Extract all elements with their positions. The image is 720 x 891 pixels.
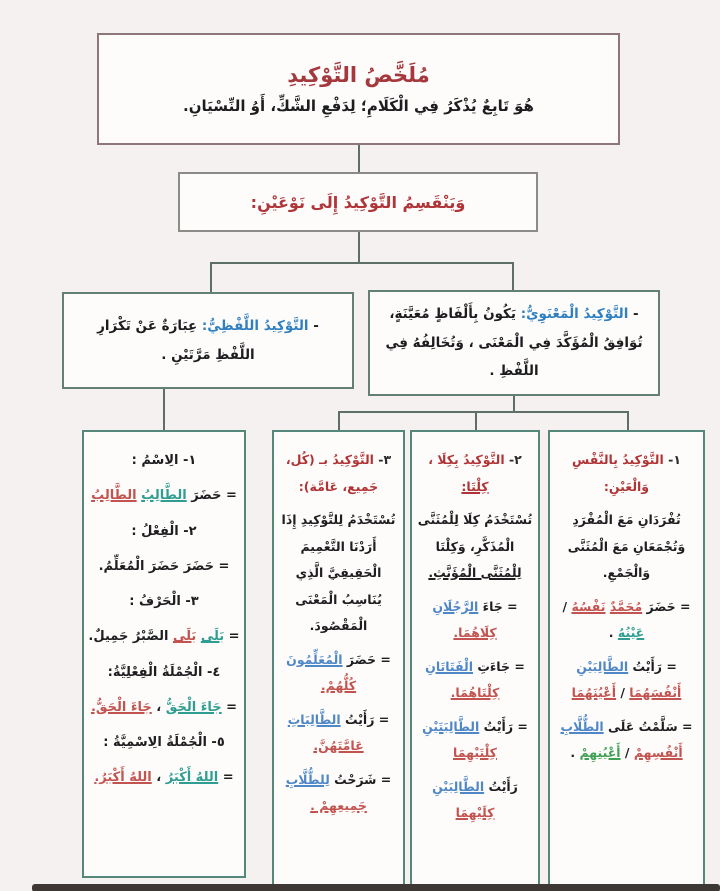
bottom-scan-shadow bbox=[32, 884, 720, 891]
text-segment: عَامَّتَهُنَّ. bbox=[313, 738, 364, 753]
text-segment: = bbox=[221, 699, 238, 715]
text-segment: يَكُونُ بِأَلْفَاظٍ مُعَيَّنَةٍ، تُوَافِقُ الْمُؤَكَّدَ فِي الْمَعْنَى ، وَتُخَالِفُهُ فِي اللَّفْظِ . bbox=[380, 306, 643, 380]
text-segment: بَلَى bbox=[200, 629, 225, 645]
text-segment: . bbox=[608, 625, 618, 640]
text-block bbox=[554, 654, 699, 707]
text-segment: مُحَمَّدٌ bbox=[609, 598, 643, 614]
text-block bbox=[416, 714, 534, 767]
text-segment: عَيْنُهُ bbox=[617, 625, 645, 640]
text-block bbox=[278, 447, 399, 500]
text-segment: - bbox=[628, 306, 639, 323]
text-segment: ، bbox=[151, 770, 166, 786]
text-block bbox=[554, 594, 699, 647]
text-segment: الرَّجُلَانِ bbox=[432, 598, 479, 614]
text-segment: رَأَيْتُ bbox=[484, 778, 518, 794]
text-segment: جَمِيعِهِمْ . bbox=[310, 798, 367, 813]
text-block bbox=[416, 594, 534, 647]
division-box bbox=[178, 172, 538, 232]
text-block bbox=[278, 707, 399, 760]
text-block bbox=[88, 728, 240, 757]
text-segment: أَنْفُسِهِمْ bbox=[633, 745, 683, 760]
text-block bbox=[88, 552, 240, 581]
lafzi-type-text bbox=[78, 312, 338, 369]
text-block bbox=[88, 446, 240, 475]
text-segment: ٣- bbox=[373, 452, 392, 467]
text-segment: كِلْتَاهُمَا. bbox=[450, 685, 500, 700]
text-block bbox=[88, 517, 240, 546]
connector-maanawi-stem-line bbox=[513, 396, 515, 411]
connector-to-nafs-column-line bbox=[627, 411, 629, 430]
text-block bbox=[413, 507, 534, 587]
text-block bbox=[278, 647, 399, 700]
text-segment: الطَّالِبَيْنِ bbox=[576, 658, 629, 674]
text-segment: التَّوْكِيدُ بـ (كُل، جَمِيع، عَامَّة): bbox=[281, 452, 379, 494]
text-segment: الطَّالِبَاتِ bbox=[287, 711, 341, 727]
maanawi-type-box bbox=[368, 290, 660, 396]
text-block bbox=[554, 714, 699, 767]
text-segment: كُلُّهُمْ. bbox=[320, 678, 357, 693]
text-segment: الطَّالِبَيْنِ bbox=[432, 778, 485, 794]
text-segment: لِلطُّلَّابِ bbox=[285, 771, 330, 787]
text-block bbox=[416, 447, 534, 500]
text-segment: = bbox=[224, 629, 240, 645]
text-segment: الطَّالِبُ bbox=[141, 488, 187, 504]
text-segment: الْفَتَاتَانِ bbox=[425, 658, 473, 674]
text-segment: ١- الِاسْمُ : bbox=[131, 453, 197, 468]
text-segment: عِبَارَةٌ عَنْ تَكْرَارِ اللَّفْظِ مَرَّتَيْنِ . bbox=[92, 318, 255, 363]
connector-title-division-line bbox=[358, 145, 360, 172]
text-block bbox=[416, 654, 534, 707]
text-block bbox=[278, 767, 399, 820]
text-segment: التَّوْكِيدُ الْمَعْنَوِيُّ: bbox=[520, 306, 629, 323]
title-box bbox=[97, 33, 620, 145]
text-segment: كِلَيْهِمَا bbox=[455, 805, 495, 820]
text-segment: = حَضَرَ bbox=[342, 651, 391, 667]
text-segment: نَفْسُهُ bbox=[571, 598, 606, 614]
text-segment: تُسْتَخْدَمُ كِلَا لِلْمُثَنَّى الْمُذَكَّرِ، وَكِلْتَا bbox=[413, 512, 533, 554]
connector-to-lafzi-line bbox=[210, 262, 212, 292]
column-kull-jamii-aamma bbox=[272, 430, 405, 891]
text-segment: = رَأَيْتُ bbox=[479, 718, 528, 734]
text-segment: تُسْتَخْدَمُ لِلتَّوْكِيدِ إِذَا أَرَدْنَا التَّعْمِيمَ الْحَقِيقِيَّ الَّذِي يُنَاسِبُ الْمَعْنَى الْمَقْصُودَ. bbox=[277, 512, 396, 633]
text-segment: ٥- الْجُمْلَةُ الِاسْمِيَّةُ : bbox=[103, 735, 225, 750]
text-segment: = bbox=[218, 770, 234, 786]
column-nafs-ayn bbox=[548, 430, 705, 891]
text-segment: ، bbox=[151, 699, 166, 715]
text-segment: جَاءَ الْحَقُّ bbox=[165, 699, 222, 715]
text-segment: أَعْيُنِهِمْ bbox=[579, 745, 621, 760]
connector-to-maanawi-line bbox=[512, 262, 514, 292]
text-segment: الصَّبْرُ جَمِيلٌ. bbox=[88, 629, 173, 645]
text-segment: أَنْفُسَهُمَا bbox=[629, 685, 682, 700]
text-segment: . bbox=[570, 745, 580, 760]
text-segment: اللهُ أَكْبَرُ bbox=[165, 770, 219, 786]
text-segment: كِلَاهُمَا. bbox=[453, 625, 497, 640]
text-block bbox=[380, 300, 644, 385]
text-segment: الطُّلَّابِ bbox=[560, 718, 604, 734]
connector-to-kila-column-line bbox=[475, 411, 477, 430]
text-segment: بَلَى bbox=[172, 629, 197, 645]
text-segment: ٤- الْجُمْلَةُ الْفِعْلِيَّةُ: bbox=[107, 664, 221, 680]
text-segment: أَعْيُنَهُمَا bbox=[571, 685, 617, 700]
text-segment: التَّوْكِيدُ بِكِلَا ، bbox=[423, 452, 505, 467]
text-segment: كِلْتَيْهِمَا bbox=[453, 745, 497, 760]
text-segment: = حَضَرَ حَضَرَ الْمُعَلِّمُ. bbox=[98, 558, 230, 574]
text-segment: - bbox=[308, 318, 319, 335]
page-title: مُلَخَّصُ التَّوْكِيدِ bbox=[287, 63, 430, 87]
column-kila-kilta bbox=[410, 430, 540, 891]
text-segment: تُفْرَدَانِ مَعَ الْمُفْرَدِ وَتُجْمَعَانِ مَعَ الْمُثَنَّى وَالْجَمْعِ. bbox=[563, 512, 686, 580]
text-segment: ٢- bbox=[504, 452, 522, 467]
text-segment: = سَلَّمْتُ عَلَى bbox=[603, 718, 693, 734]
text-segment: ٣- الْحَرْفُ : bbox=[129, 594, 199, 609]
text-block bbox=[554, 507, 699, 587]
text-segment: الطَّالِبُ bbox=[91, 488, 137, 504]
text-segment: التَّوْكِيدُ اللَّفْظِيُّ: bbox=[201, 318, 309, 335]
text-block bbox=[554, 447, 699, 500]
text-segment: ١- bbox=[663, 452, 681, 467]
maanawi-type-text bbox=[380, 300, 644, 385]
text-segment: = حَضَرَ bbox=[186, 488, 237, 504]
text-block bbox=[78, 312, 338, 369]
text-segment: كِلْتَا: bbox=[461, 478, 489, 494]
text-segment: ٢- الْفِعْلُ : bbox=[131, 523, 197, 539]
text-segment: / bbox=[558, 598, 572, 614]
connector-branch-horizontal-line bbox=[210, 262, 514, 264]
text-block bbox=[88, 763, 240, 792]
text-block bbox=[88, 693, 240, 722]
text-segment: = شَرَحْتُ bbox=[329, 771, 392, 787]
text-segment: / bbox=[620, 745, 634, 760]
text-segment: جَاءَ الْحَقُّ. bbox=[90, 699, 152, 715]
text-block bbox=[416, 774, 534, 827]
text-block bbox=[88, 481, 240, 510]
text-block bbox=[88, 658, 240, 687]
text-segment: الطَّالِبَتَيْنِ bbox=[422, 718, 480, 734]
text-segment: = جَاءَتِ bbox=[472, 658, 525, 674]
text-segment: لِلْمُثَنَّى الْمُؤَنَّثِ. bbox=[428, 565, 522, 580]
division-statement: وَيَنْقَسِمُ التَّوْكِيدُ إِلَى نَوْعَيْنِ: bbox=[250, 192, 466, 212]
text-segment: الْمُعَلِّمُونَ bbox=[286, 651, 343, 667]
text-block bbox=[278, 507, 399, 640]
text-block bbox=[88, 622, 240, 651]
column-lafzi-examples bbox=[82, 430, 246, 878]
text-segment: اللهُ أَكْبَرُ. bbox=[94, 770, 152, 786]
connector-division-stem-line bbox=[358, 232, 360, 262]
text-segment: التَّوْكِيدُ بِالنَّفْسِ وَالْعَيْنِ: bbox=[567, 452, 664, 494]
text-block bbox=[88, 587, 240, 616]
connector-to-kull-column-line bbox=[338, 411, 340, 430]
text-segment: = حَضَرَ bbox=[642, 598, 691, 614]
connector-lafzi-column-line bbox=[163, 389, 165, 430]
text-segment: = رَأَيْتُ bbox=[340, 711, 390, 727]
lafzi-type-box bbox=[62, 292, 354, 389]
connector-maanawi-branch-line bbox=[338, 411, 629, 413]
text-segment: / bbox=[616, 685, 630, 700]
tawkid-definition: هُوَ تَابِعٌ يُذْكَرُ فِي الْكَلَامِ؛ لِدَفْعِ الشَّكِّ، أَوُ النِّسْيَانِ. bbox=[183, 97, 534, 115]
text-segment: = جَاءَ bbox=[478, 598, 518, 614]
text-segment: = رَأَيْتُ bbox=[628, 658, 677, 674]
